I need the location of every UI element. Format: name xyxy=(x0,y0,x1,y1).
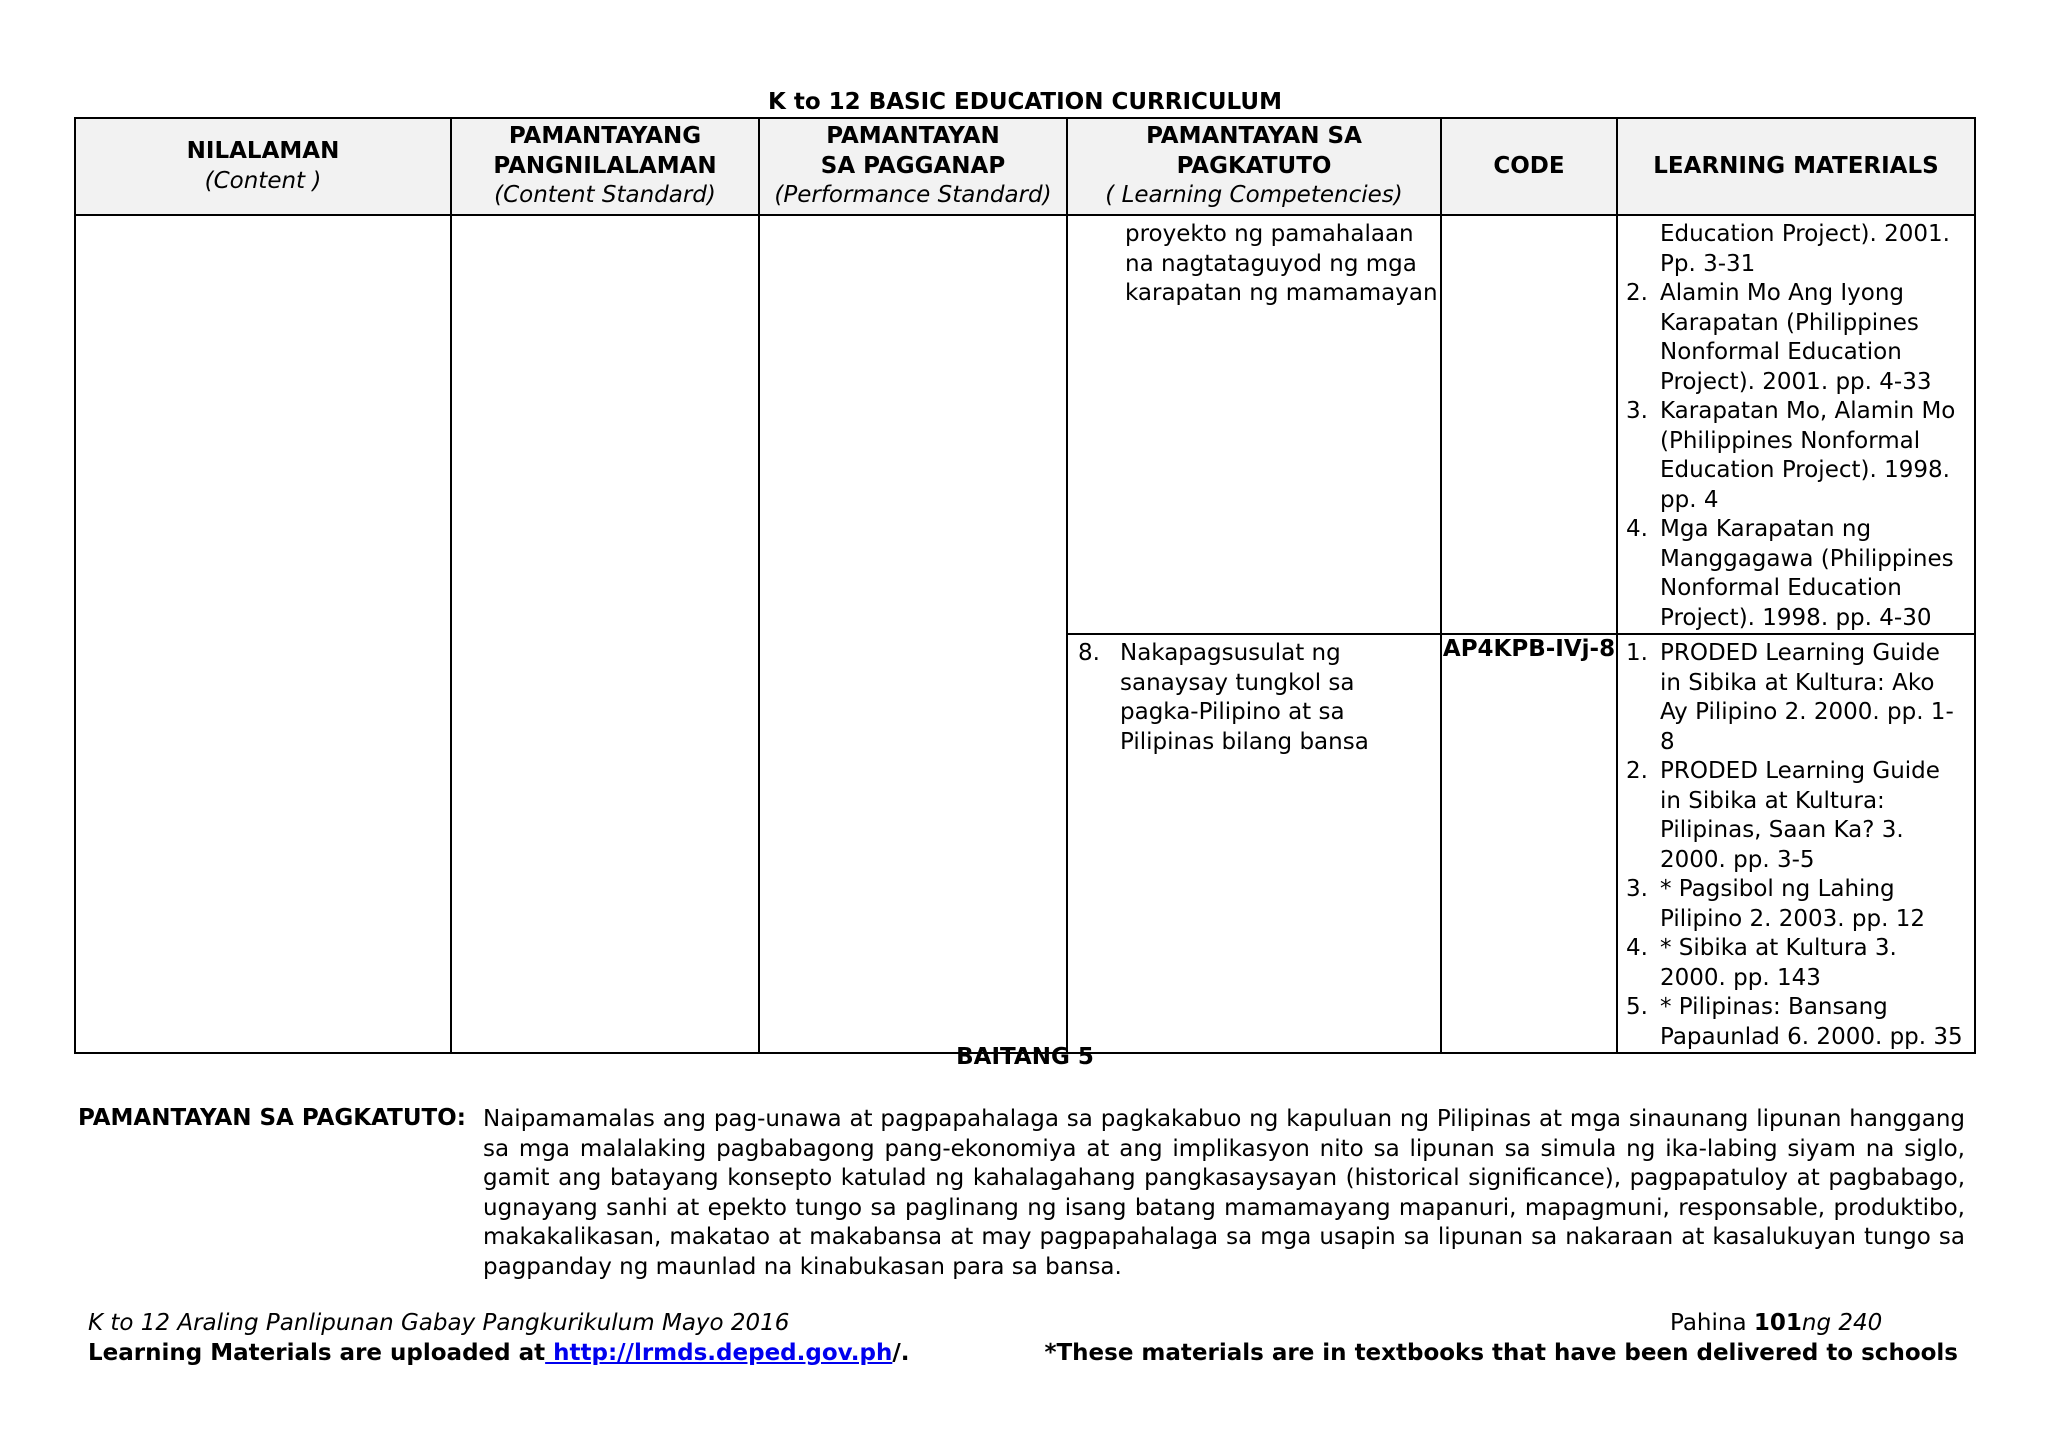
materials-continuation: Education Project). 2001. Pp. 3-31 xyxy=(1660,221,1950,277)
list-item: 2. Alamin Mo Ang Iyong Karapatan (Philippines Nonformal Education Project). 2001. pp. 4-33 xyxy=(1626,280,1932,395)
content-cell xyxy=(75,215,451,1053)
list-item: 1. PRODED Learning Guide in Sibika at Kultura: Ako Ay Pilipino 2. 2000. pp. 1-8 xyxy=(1626,640,1954,755)
header-learning-competencies: PAMANTAYAN SA PAGKATUTO ( Learning Competencies) xyxy=(1067,118,1441,215)
list-item: 3. Karapatan Mo, Alamin Mo (Philippines Nonformal Education Project). 1998. pp. 4 xyxy=(1626,398,1956,513)
list-item: 3. * Pagsibol ng Lahing Pilipino 2. 2003. pp. 12 xyxy=(1626,876,1925,932)
footer-upload-notice: Learning Materials are uploaded at http://lrmds.deped.gov.ph/. xyxy=(88,1340,910,1366)
table-header-row xyxy=(75,118,1975,215)
standard-text: Naipamamalas ang pag-unawa at pagpapahalaga sa pagkakabuo ng kapuluan ng Pilipinas at mga sinaunang lipunan hanggang sa mga malalaking pagbabagong pang-ekonomiya at ang implikasyon nito sa lipunan sa simula ng ika-labing siyam na siglo, gamit ang batayang konsepto katulad ng kahalagahang pangkasaysayan (historical significance), pagpapatuloy at pagbabago, ugnayang sanhi at epekto tungo sa paglinang ng isang batang mamamayang mapanuri, mapagmuni, responsable, produktibo, makakalikasan, makatao at makabansa at may pagpapahalaga sa mga usapin sa lipunan sa nakaraan at kasalukuyan tungo sa pagpanday ng maunlad na kinabukasan para sa bansa. xyxy=(483,1106,1965,1280)
grade-level-heading: BAITANG 5 xyxy=(956,1044,1094,1070)
list-item: 5. * Pilipinas: Bansang Papaunlad 6. 2000. pp. 35 xyxy=(1626,994,1963,1050)
materials-cell xyxy=(1617,215,1975,634)
header-content-standard: PAMANTAYANG PANGNILALAMAN (Content Standard) xyxy=(451,118,759,215)
list-item: 4. Mga Karapatan ng Manggagawa (Philippines Nonformal Education Project). 1998. pp. 4-30 xyxy=(1626,516,1954,631)
header-performance-standard: PAMANTAYAN SA PAGGANAP (Performance Standard) xyxy=(759,118,1067,215)
competency-continuation: proyekto ng pamahalaan na nagtataguyod ng mga karapatan ng mamamayan xyxy=(1125,221,1438,306)
standard-label: PAMANTAYAN SA PAGKATUTO: xyxy=(78,1105,466,1131)
curriculum-table xyxy=(74,117,1976,1054)
materials-list xyxy=(1618,635,1974,1052)
header-content: NILALAMAN (Content ) xyxy=(75,118,451,215)
content-standard-cell xyxy=(451,215,759,1053)
lrmds-link[interactable]: http://lrmds.deped.gov.ph xyxy=(545,1340,893,1366)
list-item: 4. * Sibika at Kultura 3. 2000. pp. 143 xyxy=(1626,935,1897,991)
code-cell: AP4KPB-IVj-8 xyxy=(1441,634,1617,1053)
list-item: 2. PRODED Learning Guide in Sibika at Kultura: Pilipinas, Saan Ka? 3. 2000. pp. 3-5 xyxy=(1626,758,1940,873)
header-code: CODE xyxy=(1441,118,1617,215)
materials-cell xyxy=(1617,634,1975,1053)
document-title: K to 12 BASIC EDUCATION CURRICULUM xyxy=(768,89,1282,115)
header-learning-materials: LEARNING MATERIALS xyxy=(1617,118,1975,215)
competency-cell xyxy=(1067,215,1441,634)
footer-page-number: Pahina 101ng 240 xyxy=(1670,1310,1883,1336)
footer-textbook-note: *These materials are in textbooks that have been delivered to schools xyxy=(1044,1340,1958,1366)
competency-number: 8. xyxy=(1078,640,1100,666)
code-cell xyxy=(1441,215,1617,634)
competency-text: Nakapagsusulat ng sanaysay tungkol sa pagka-Pilipino at sa Pilipinas bilang bansa xyxy=(1120,640,1369,755)
table-row xyxy=(75,215,1975,634)
competency-cell xyxy=(1067,634,1441,1053)
performance-standard-cell xyxy=(759,215,1067,1053)
materials-list xyxy=(1618,279,1974,633)
footer-guide-title: K to 12 Araling Panlipunan Gabay Pangkurikulum Mayo 2016 xyxy=(88,1310,790,1336)
